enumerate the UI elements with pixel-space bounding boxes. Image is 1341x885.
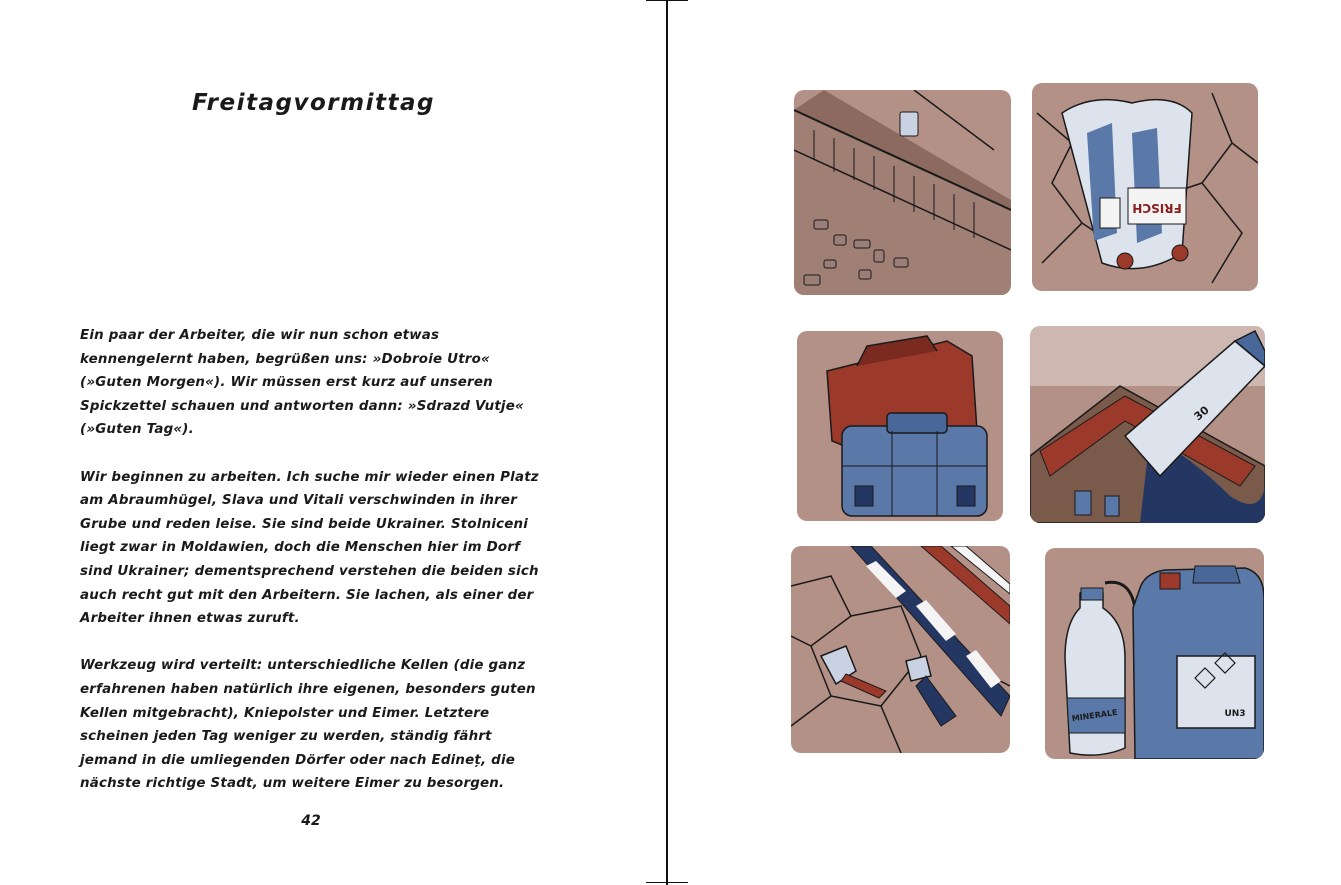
right-page — [668, 0, 1341, 885]
cases-icon — [797, 331, 1003, 521]
chapter-title: Freitagvormittag — [192, 90, 435, 116]
panel-saw — [1030, 326, 1265, 523]
bottle-label: FRISCH — [1132, 201, 1182, 215]
canister-label: UN3 — [1224, 709, 1246, 719]
page-number: 42 — [301, 813, 321, 829]
left-page — [0, 0, 666, 885]
panel-cases — [797, 331, 1003, 521]
saw-label: 30 — [1191, 403, 1212, 424]
paragraph-2: Wir beginnen zu arbeiten. Ich suche mir wieder einen Platz am Abraumhügel, Slava und Vitali verschwinden in ihrer Grube und reden leise. Sie sind beide Ukrainer. Stolniceni liegt zwar in Moldawien, doch die Menschen hier im Dorf sind Ukrainer; dementsprechend verstehen die beiden sich auch recht gut mit den Arbeitern. Sie lachen, als einer der Arbeiter ihnen etwas zuruft. — [80, 469, 539, 627]
panel-trench-wall — [794, 90, 1011, 295]
panel-water-bottles — [1032, 83, 1258, 291]
bottle-label-minerale: MINERALE — [1071, 707, 1119, 724]
panel-trowels-scale — [791, 546, 1010, 753]
body-text — [80, 324, 552, 819]
paragraph-3: Werkzeug wird verteilt: unterschiedliche Kellen (die ganz erfahrenen haben natürlich ihre eigenen, besonders guten Kellen mitgebracht), Kniepolster und Eimer. Letztere scheinen jeden Tag weniger zu werden, ständig fährt jemand in die umliegenden Dörfer oder nach Edineț, die nächste richtige Stadt, um weitere Eimer zu besorgen. — [80, 658, 536, 792]
panel-water-canister — [1045, 548, 1264, 759]
paragraph-1: Ein paar der Arbeiter, die wir nun schon etwas kennengelernt haben, begrüßen uns: »Dobroie Utro« (»Guten Morgen«). Wir müssen erst kurz auf unseren Spickzettel schauen und antworten dann: »Sdrazd Vutje« (»Guten Tag«). — [80, 328, 524, 438]
trench-icon — [794, 90, 1011, 295]
canister-icon — [1045, 548, 1264, 759]
trowels-icon — [791, 546, 1010, 753]
